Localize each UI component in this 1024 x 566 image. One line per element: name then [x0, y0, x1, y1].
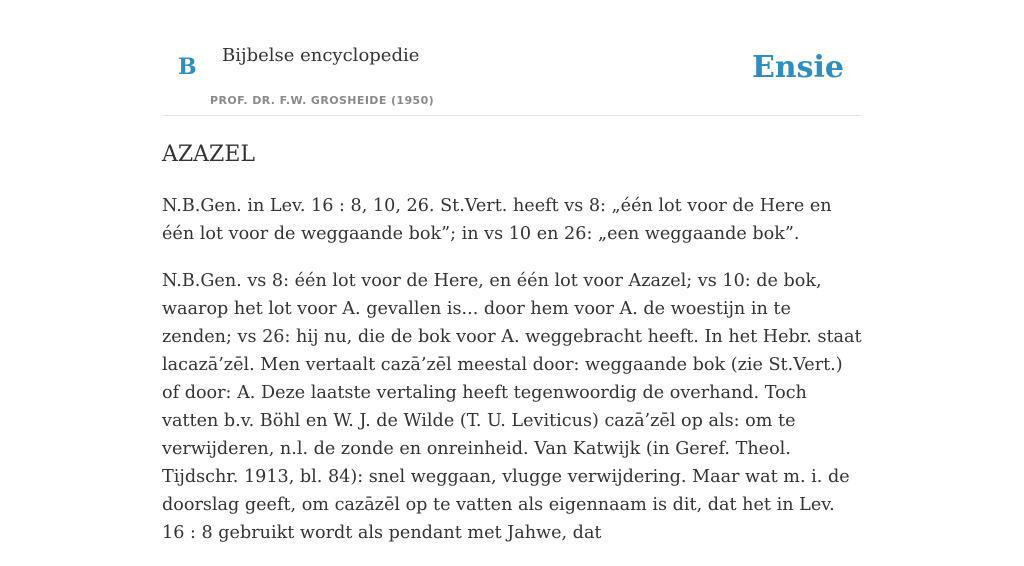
- entry-paragraph: N.B.Gen. vs 8: één lot voor de Here, en één lot voor Azazel; vs 10: de bok, waarop het lot voor A. gevallen is... door hem voor A. de woestijn in te zenden; vs 26: hij nu, die de bok voor A. weggebracht heeft. In het Hebr. staat lacazā’zēl. Men vertaalt cazā’zēl meestal door: weggaande bok (zie St.Vert.) of door: A. Deze laatste vertaling heeft tegenwoordig de overhand. Toch vatten b.v. Böhl en W. J. de Wilde (T. U. Leviticus) cazā’zēl op als: om te verwijderen, n.l. de zonde en onreinheid. Van Katwijk (in Geref. Theol. Tijdschr. 1913, bl. 84): snel weggaan, vlugge verwijdering. Maar wat m. i. de doorslag geeft, om cazāzēl op te vatten als eigennaam is dit, dat het in Lev. 16 : 8 gebruikt wordt als pendant met Jahwe, dat: [162, 271, 862, 543]
- book-logo[interactable]: B: [178, 54, 197, 80]
- page: [162, 0, 862, 543]
- book-author: PROF. DR. F.W. GROSHEIDE (1950): [210, 94, 435, 107]
- book-header: [162, 0, 862, 116]
- book-title-link[interactable]: Bijbelse encyclopedie: [222, 45, 420, 66]
- entry-paragraph: N.B.Gen. in Lev. 16 : 8, 10, 26. St.Vert. heeft vs 8: „één lot voor de Here en één lot voor de weggaande bok”; in vs 10 en 26: „een weggaande bok”.: [162, 196, 832, 244]
- entry-title: AZAZEL: [162, 142, 256, 167]
- entry-body: [162, 192, 862, 566]
- ensie-logo-link[interactable]: Ensie: [751, 50, 844, 85]
